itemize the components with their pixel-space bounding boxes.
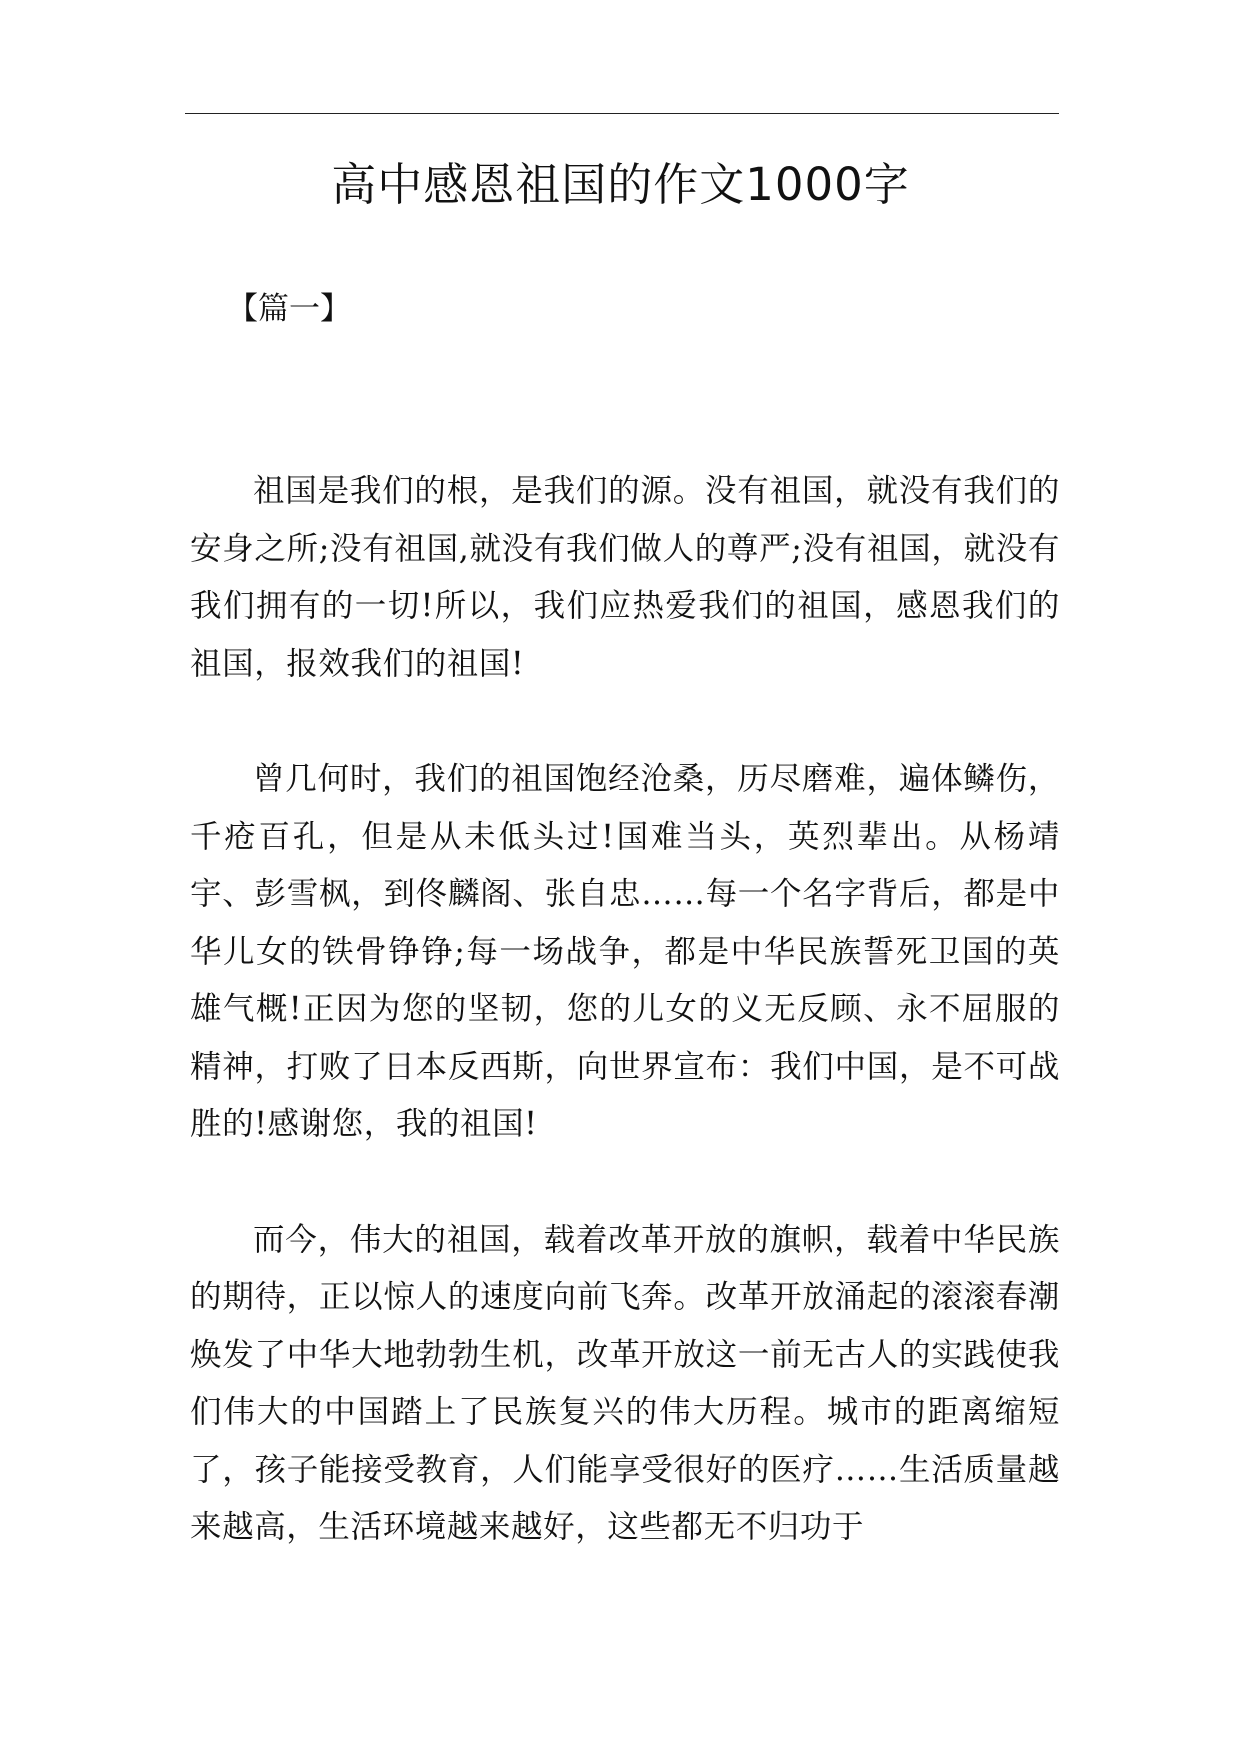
essay-body [190, 463, 1060, 1615]
paragraph-3: 而今，伟大的祖国，载着改革开放的旗帜，载着中华民族的期待，正以惊人的速度向前飞奔。改革开放涌起的滚滚春潮焕发了中华大地勃勃生机，改革开放这一前无古人的实践使我们伟大的中国踏上了民族复兴的伟大历程。城市的距离缩短了，孩子能接受教育，人们能享受很好的医疗……生活质量越来越高，生活环境越来越好，这些都无不归功于 [190, 1221, 1060, 1545]
page-title: 高中感恩祖国的作文1000字 [331, 158, 910, 211]
section-label: 【篇一】 [227, 291, 351, 327]
header-rule [185, 113, 1059, 114]
paragraph-1: 祖国是我们的根，是我们的源。没有祖国，就没有我们的安身之所;没有祖国,就没有我们做人的尊严;没有祖国，就没有我们拥有的一切!所以，我们应热爱我们的祖国，感恩我们的祖国，报效我们的祖国! [190, 473, 1060, 682]
paragraph-2: 曾几何时，我们的祖国饱经沧桑，历尽磨难，遍体鳞伤，千疮百孔，但是从未低头过!国难当头，英烈辈出。从杨靖宇、彭雪枫，到佟麟阁、张自忠……每一个名字背后，都是中华儿女的铁骨铮铮;每一场战争，都是中华民族誓死卫国的英雄气概!正因为您的坚韧，您的儿女的义无反顾、永不屈服的精神，打败了日本反西斯，向世界宣布：我们中国，是不可战胜的!感谢您，我的祖国! [190, 761, 1060, 1142]
